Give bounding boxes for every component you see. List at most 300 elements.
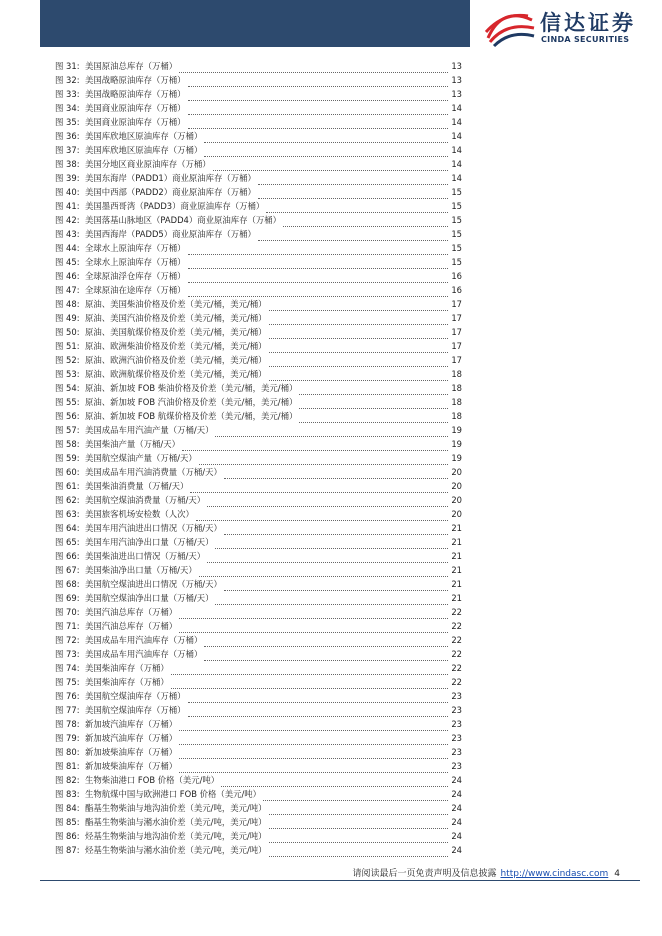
toc-figure-number: 图 32: bbox=[55, 75, 80, 85]
toc-entry[interactable] bbox=[55, 213, 462, 227]
toc-entry-label bbox=[55, 171, 256, 185]
toc-page-number: 18 bbox=[451, 369, 462, 379]
toc-dot-leader bbox=[283, 216, 448, 227]
toc-figure-number: 图 76: bbox=[55, 691, 80, 701]
toc-figure-number: 图 68: bbox=[55, 579, 80, 589]
toc-dot-leader bbox=[299, 412, 448, 423]
toc-entry-label bbox=[55, 787, 261, 801]
toc-entry-label bbox=[55, 423, 213, 437]
toc-page-number: 22 bbox=[451, 607, 462, 617]
toc-entry[interactable] bbox=[55, 367, 462, 381]
toc-dot-leader bbox=[207, 496, 448, 507]
toc-dot-leader bbox=[215, 426, 448, 437]
toc-page-number: 22 bbox=[451, 635, 462, 645]
toc-entry[interactable] bbox=[55, 101, 462, 115]
toc-page-number: 20 bbox=[451, 481, 462, 491]
toc-figure-number: 图 67: bbox=[55, 565, 80, 575]
toc-entry-label bbox=[55, 759, 177, 773]
toc-dot-leader bbox=[213, 160, 448, 171]
toc-dot-leader bbox=[188, 244, 449, 255]
toc-figure-number: 图 69: bbox=[55, 593, 80, 603]
toc-entry-label bbox=[55, 619, 177, 633]
toc-entry[interactable] bbox=[55, 703, 462, 717]
toc-figure-title: 美国柴油库存（万桶） bbox=[85, 663, 169, 673]
toc-dot-leader bbox=[204, 146, 448, 157]
cinda-logo-mark-icon bbox=[484, 8, 536, 48]
toc-page-number: 17 bbox=[451, 355, 462, 365]
toc-figure-number: 图 45: bbox=[55, 257, 80, 267]
toc-page-number: 17 bbox=[451, 327, 462, 337]
toc-figure-title: 全球原油浮仓库存（万桶） bbox=[85, 271, 186, 281]
toc-dot-leader bbox=[215, 538, 448, 549]
toc-figure-number: 图 49: bbox=[55, 313, 80, 323]
toc-figure-number: 图 33: bbox=[55, 89, 80, 99]
toc-figure-title: 烃基生物柴油与地沟油价差（美元/吨，美元/吨） bbox=[85, 831, 267, 841]
toc-figure-title: 美国西海岸（PADD5）商业原油库存（万桶） bbox=[85, 229, 256, 239]
footer-divider bbox=[40, 880, 640, 881]
toc-entry-label bbox=[55, 339, 267, 353]
toc-dot-leader bbox=[269, 370, 448, 381]
toc-figure-title: 美国柴油消费量（万桶/天） bbox=[85, 481, 189, 491]
toc-page-number: 14 bbox=[451, 103, 462, 113]
toc-entry-label bbox=[55, 521, 222, 535]
toc-entry[interactable] bbox=[55, 423, 462, 437]
toc-dot-leader bbox=[179, 622, 448, 633]
toc-entry-label bbox=[55, 605, 177, 619]
toc-figure-number: 图 31: bbox=[55, 61, 80, 71]
toc-entry[interactable] bbox=[55, 395, 462, 409]
toc-page-number: 24 bbox=[451, 845, 462, 855]
toc-figure-title: 美国柴油库存（万桶） bbox=[85, 677, 169, 687]
toc-page-number: 20 bbox=[451, 495, 462, 505]
toc-entry-label bbox=[55, 815, 267, 829]
toc-figure-number: 图 74: bbox=[55, 663, 80, 673]
toc-page-number: 14 bbox=[451, 145, 462, 155]
toc-figure-title: 美国汽油总库存（万桶） bbox=[85, 621, 178, 631]
toc-entry[interactable] bbox=[55, 535, 462, 549]
toc-figure-title: 酯基生物柴油与地沟油价差（美元/吨，美元/吨） bbox=[85, 803, 267, 813]
figure-table-of-contents bbox=[55, 59, 462, 857]
toc-entry[interactable] bbox=[55, 521, 462, 535]
toc-figure-title: 美国战略原油库存（万桶） bbox=[85, 89, 186, 99]
toc-entry[interactable] bbox=[55, 591, 462, 605]
toc-dot-leader bbox=[188, 118, 449, 129]
toc-dot-leader bbox=[179, 62, 448, 73]
toc-page-number: 20 bbox=[451, 509, 462, 519]
toc-dot-leader bbox=[269, 314, 448, 325]
toc-figure-number: 图 39: bbox=[55, 173, 80, 183]
toc-figure-number: 图 59: bbox=[55, 453, 80, 463]
toc-dot-leader bbox=[188, 286, 449, 297]
toc-figure-title: 全球水上原油库存（万桶） bbox=[85, 257, 186, 267]
toc-entry-label bbox=[55, 59, 177, 73]
footer bbox=[352, 866, 620, 879]
toc-page-number: 19 bbox=[451, 453, 462, 463]
toc-entry[interactable] bbox=[55, 563, 462, 577]
toc-entry[interactable] bbox=[55, 255, 462, 269]
toc-figure-title: 新加坡汽油库存（万桶） bbox=[85, 719, 178, 729]
toc-dot-leader bbox=[179, 734, 448, 745]
toc-entry[interactable] bbox=[55, 689, 462, 703]
toc-entry[interactable] bbox=[55, 171, 462, 185]
toc-dot-leader bbox=[258, 174, 448, 185]
toc-page-number: 16 bbox=[451, 285, 462, 295]
toc-figure-number: 图 36: bbox=[55, 131, 80, 141]
toc-entry[interactable] bbox=[55, 549, 462, 563]
toc-entry[interactable] bbox=[55, 241, 462, 255]
toc-figure-number: 图 73: bbox=[55, 649, 80, 659]
toc-figure-title: 美国旅客机场安检数（人次） bbox=[85, 509, 194, 519]
toc-dot-leader bbox=[204, 650, 448, 661]
toc-page-number: 22 bbox=[451, 649, 462, 659]
toc-figure-number: 图 54: bbox=[55, 383, 80, 393]
toc-figure-number: 图 61: bbox=[55, 481, 80, 491]
toc-figure-title: 美国成品车用汽油产量（万桶/天） bbox=[85, 425, 214, 435]
toc-page-number: 23 bbox=[451, 705, 462, 715]
toc-entry[interactable] bbox=[55, 87, 462, 101]
toc-entry-label bbox=[55, 157, 211, 171]
toc-dot-leader bbox=[188, 76, 449, 87]
toc-entry[interactable] bbox=[55, 731, 462, 745]
toc-figure-number: 图 42: bbox=[55, 215, 80, 225]
toc-dot-leader bbox=[182, 440, 448, 451]
toc-entry[interactable] bbox=[55, 801, 462, 815]
toc-entry-label bbox=[55, 661, 169, 675]
toc-page-number: 21 bbox=[451, 593, 462, 603]
toc-dot-leader bbox=[171, 678, 448, 689]
toc-entry-label bbox=[55, 591, 213, 605]
toc-dot-leader bbox=[269, 804, 448, 815]
toc-entry-label bbox=[55, 409, 297, 423]
toc-entry[interactable] bbox=[55, 297, 462, 311]
toc-dot-leader bbox=[269, 300, 448, 311]
toc-page-number: 22 bbox=[451, 621, 462, 631]
toc-entry[interactable] bbox=[55, 353, 462, 367]
toc-figure-title: 美国商业原油库存（万桶） bbox=[85, 103, 186, 113]
toc-entry-label bbox=[55, 451, 197, 465]
toc-dot-leader bbox=[171, 664, 448, 675]
toc-page-number: 17 bbox=[451, 299, 462, 309]
toc-entry-label bbox=[55, 185, 256, 199]
toc-entry[interactable] bbox=[55, 381, 462, 395]
toc-entry-label bbox=[55, 465, 222, 479]
toc-figure-title: 新加坡柴油库存（万桶） bbox=[85, 747, 178, 757]
toc-entry[interactable] bbox=[55, 647, 462, 661]
header-bar bbox=[40, 0, 470, 47]
toc-entry[interactable] bbox=[55, 843, 462, 857]
toc-dot-leader bbox=[188, 104, 449, 115]
toc-entry-label bbox=[55, 745, 177, 759]
toc-dot-leader bbox=[269, 832, 448, 843]
toc-entry[interactable] bbox=[55, 143, 462, 157]
toc-entry-label bbox=[55, 675, 169, 689]
toc-dot-leader bbox=[188, 90, 449, 101]
footer-disclaimer-notice: 请阅读最后一页免责声明及信息披露 bbox=[352, 869, 497, 879]
toc-figure-number: 图 62: bbox=[55, 495, 80, 505]
toc-entry-label bbox=[55, 353, 267, 367]
toc-page-number: 19 bbox=[451, 439, 462, 449]
toc-dot-leader bbox=[179, 608, 448, 619]
toc-page-number: 21 bbox=[451, 551, 462, 561]
toc-figure-title: 美国原油总库存（万桶） bbox=[85, 61, 178, 71]
toc-entry-label bbox=[55, 703, 186, 717]
toc-figure-number: 图 51: bbox=[55, 341, 80, 351]
toc-figure-title: 美国库欣地区原油库存（万桶） bbox=[85, 131, 203, 141]
toc-figure-number: 图 82: bbox=[55, 775, 80, 785]
toc-entry[interactable] bbox=[55, 325, 462, 339]
toc-entry-label bbox=[55, 381, 297, 395]
toc-figure-number: 图 86: bbox=[55, 831, 80, 841]
toc-entry-label bbox=[55, 101, 186, 115]
toc-entry[interactable] bbox=[55, 619, 462, 633]
toc-figure-number: 图 50: bbox=[55, 327, 80, 337]
toc-page-number: 15 bbox=[451, 229, 462, 239]
toc-figure-title: 原油、欧洲汽油价格及价差（美元/桶，美元/桶） bbox=[85, 355, 267, 365]
toc-figure-title: 原油、欧洲柴油价格及价差（美元/桶，美元/桶） bbox=[85, 341, 267, 351]
toc-entry-label bbox=[55, 87, 186, 101]
toc-entry[interactable] bbox=[55, 199, 462, 213]
toc-figure-number: 图 71: bbox=[55, 621, 80, 631]
toc-figure-title: 美国落基山脉地区（PADD4）商业原油库存（万桶） bbox=[85, 215, 281, 225]
toc-entry-label bbox=[55, 73, 186, 87]
toc-dot-leader bbox=[269, 846, 448, 857]
toc-dot-leader bbox=[207, 552, 448, 563]
toc-page-number: 15 bbox=[451, 257, 462, 267]
toc-entry[interactable] bbox=[55, 311, 462, 325]
toc-figure-title: 原油、新加坡 FOB 汽油价格及价差（美元/桶，美元/桶） bbox=[85, 397, 298, 407]
toc-entry[interactable] bbox=[55, 577, 462, 591]
toc-page-number: 15 bbox=[451, 215, 462, 225]
toc-page-number: 23 bbox=[451, 691, 462, 701]
toc-entry-label bbox=[55, 493, 205, 507]
toc-figure-title: 美国商业原油库存（万桶） bbox=[85, 117, 186, 127]
toc-entry[interactable] bbox=[55, 437, 462, 451]
toc-entry-label bbox=[55, 311, 267, 325]
toc-figure-title: 美国车用汽油进出口情况（万桶/天） bbox=[85, 523, 222, 533]
toc-entry-label bbox=[55, 269, 186, 283]
toc-figure-title: 原油、美国航煤价格及价差（美元/桶，美元/桶） bbox=[85, 327, 267, 337]
toc-entry-label bbox=[55, 829, 267, 843]
toc-entry-label bbox=[55, 213, 281, 227]
toc-figure-number: 图 66: bbox=[55, 551, 80, 561]
toc-figure-number: 图 60: bbox=[55, 467, 80, 477]
toc-figure-number: 图 40: bbox=[55, 187, 80, 197]
toc-figure-title: 美国成品车用汽油库存（万桶） bbox=[85, 635, 203, 645]
toc-figure-title: 美国库欣地区原油库存（万桶） bbox=[85, 145, 203, 155]
toc-entry-label bbox=[55, 325, 267, 339]
toc-dot-leader bbox=[258, 188, 448, 199]
toc-figure-number: 图 44: bbox=[55, 243, 80, 253]
toc-dot-leader bbox=[224, 524, 448, 535]
toc-page-number: 24 bbox=[451, 789, 462, 799]
toc-figure-number: 图 48: bbox=[55, 299, 80, 309]
toc-entry[interactable] bbox=[55, 675, 462, 689]
toc-figure-number: 图 53: bbox=[55, 369, 80, 379]
toc-entry[interactable] bbox=[55, 633, 462, 647]
toc-figure-number: 图 58: bbox=[55, 439, 80, 449]
toc-dot-leader bbox=[199, 454, 448, 465]
toc-figure-title: 酯基生物柴油与潲水油价差（美元/吨，美元/吨） bbox=[85, 817, 267, 827]
toc-page-number: 22 bbox=[451, 677, 462, 687]
toc-figure-number: 图 78: bbox=[55, 719, 80, 729]
toc-dot-leader bbox=[196, 510, 448, 521]
toc-page-number: 21 bbox=[451, 537, 462, 547]
toc-dot-leader bbox=[269, 356, 448, 367]
toc-figure-title: 生物航煤中国与欧洲港口 FOB 价格（美元/吨） bbox=[85, 789, 262, 799]
toc-figure-number: 图 52: bbox=[55, 355, 80, 365]
toc-figure-number: 图 43: bbox=[55, 229, 80, 239]
toc-page-number: 22 bbox=[451, 663, 462, 673]
toc-figure-title: 美国柴油产量（万桶/天） bbox=[85, 439, 180, 449]
toc-entry[interactable] bbox=[55, 157, 462, 171]
toc-page-number: 17 bbox=[451, 341, 462, 351]
toc-figure-number: 图 75: bbox=[55, 677, 80, 687]
toc-figure-number: 图 81: bbox=[55, 761, 80, 771]
toc-entry-label bbox=[55, 129, 202, 143]
toc-entry[interactable] bbox=[55, 745, 462, 759]
toc-entry[interactable] bbox=[55, 787, 462, 801]
toc-dot-leader bbox=[215, 594, 448, 605]
toc-page-number: 18 bbox=[451, 397, 462, 407]
toc-entry[interactable] bbox=[55, 451, 462, 465]
toc-page-number: 18 bbox=[451, 383, 462, 393]
toc-entry[interactable] bbox=[55, 759, 462, 773]
toc-figure-number: 图 85: bbox=[55, 817, 80, 827]
toc-figure-title: 原油、新加坡 FOB 航煤价格及价差（美元/桶，美元/桶） bbox=[85, 411, 298, 421]
toc-dot-leader bbox=[190, 482, 448, 493]
toc-figure-title: 美国航空煤油净出口量（万桶/天） bbox=[85, 593, 214, 603]
toc-figure-number: 图 70: bbox=[55, 607, 80, 617]
toc-entry[interactable] bbox=[55, 129, 462, 143]
toc-figure-number: 图 64: bbox=[55, 523, 80, 533]
toc-figure-title: 原油、新加坡 FOB 柴油价格及价差（美元/桶，美元/桶） bbox=[85, 383, 298, 393]
toc-page-number: 13 bbox=[451, 75, 462, 85]
toc-dot-leader bbox=[204, 636, 448, 647]
toc-entry[interactable] bbox=[55, 227, 462, 241]
toc-entry[interactable] bbox=[55, 269, 462, 283]
toc-entry[interactable] bbox=[55, 815, 462, 829]
toc-page-number: 19 bbox=[451, 425, 462, 435]
toc-figure-title: 美国航空煤油进出口情况（万桶/天） bbox=[85, 579, 222, 589]
toc-entry-label bbox=[55, 535, 213, 549]
toc-dot-leader bbox=[224, 580, 448, 591]
toc-entry[interactable] bbox=[55, 185, 462, 199]
toc-entry[interactable] bbox=[55, 283, 462, 297]
toc-page-number: 21 bbox=[451, 579, 462, 589]
toc-figure-title: 原油、欧洲航煤价格及价差（美元/桶，美元/桶） bbox=[85, 369, 267, 379]
toc-page-number: 20 bbox=[451, 467, 462, 477]
toc-figure-number: 图 41: bbox=[55, 201, 80, 211]
toc-entry[interactable] bbox=[55, 717, 462, 731]
toc-page-number: 23 bbox=[451, 719, 462, 729]
toc-page-number: 14 bbox=[451, 159, 462, 169]
toc-page-number: 16 bbox=[451, 271, 462, 281]
toc-page-number: 23 bbox=[451, 733, 462, 743]
toc-figure-title: 美国航空煤油产量（万桶/天） bbox=[85, 453, 197, 463]
toc-entry-label bbox=[55, 633, 202, 647]
footer-page-number: 4 bbox=[614, 869, 620, 879]
toc-figure-number: 图 56: bbox=[55, 411, 80, 421]
toc-figure-title: 美国中西部（PADD2）商业原油库存（万桶） bbox=[85, 187, 256, 197]
toc-entry[interactable] bbox=[55, 479, 462, 493]
toc-entry[interactable] bbox=[55, 339, 462, 353]
toc-entry-label bbox=[55, 577, 222, 591]
toc-figure-title: 美国航空煤油库存（万桶） bbox=[85, 691, 186, 701]
toc-entry-label bbox=[55, 437, 180, 451]
toc-figure-number: 图 80: bbox=[55, 747, 80, 757]
toc-entry-label bbox=[55, 647, 202, 661]
toc-figure-title: 全球原油在途库存（万桶） bbox=[85, 285, 186, 295]
toc-entry[interactable] bbox=[55, 59, 462, 73]
toc-dot-leader bbox=[299, 384, 448, 395]
toc-entry-label bbox=[55, 507, 194, 521]
toc-dot-leader bbox=[199, 566, 448, 577]
toc-figure-number: 图 84: bbox=[55, 803, 80, 813]
toc-entry[interactable] bbox=[55, 465, 462, 479]
toc-figure-number: 图 65: bbox=[55, 537, 80, 547]
toc-figure-title: 原油、美国柴油价格及价差（美元/桶，美元/桶） bbox=[85, 299, 267, 309]
toc-entry[interactable] bbox=[55, 773, 462, 787]
footer-website-link[interactable]: http://www.cindasc.com bbox=[500, 869, 609, 879]
toc-entry-label bbox=[55, 479, 188, 493]
toc-figure-number: 图 46: bbox=[55, 271, 80, 281]
toc-page-number: 15 bbox=[451, 201, 462, 211]
toc-page-number: 14 bbox=[451, 131, 462, 141]
toc-entry[interactable] bbox=[55, 507, 462, 521]
toc-page-number: 18 bbox=[451, 411, 462, 421]
toc-figure-title: 美国柴油净出口量（万桶/天） bbox=[85, 565, 197, 575]
toc-figure-number: 图 87: bbox=[55, 845, 80, 855]
toc-figure-number: 图 38: bbox=[55, 159, 80, 169]
toc-page-number: 13 bbox=[451, 89, 462, 99]
toc-entry-label bbox=[55, 227, 256, 241]
toc-figure-number: 图 77: bbox=[55, 705, 80, 715]
toc-figure-title: 美国成品车用汽油消费量（万桶/天） bbox=[85, 467, 222, 477]
toc-entry-label bbox=[55, 773, 219, 787]
toc-dot-leader bbox=[221, 776, 448, 787]
toc-entry[interactable] bbox=[55, 661, 462, 675]
toc-entry[interactable] bbox=[55, 493, 462, 507]
toc-page-number: 21 bbox=[451, 565, 462, 575]
toc-entry-label bbox=[55, 563, 197, 577]
toc-entry-label bbox=[55, 367, 267, 381]
toc-entry-label bbox=[55, 689, 186, 703]
toc-entry-label bbox=[55, 843, 267, 857]
toc-figure-title: 生物柴油港口 FOB 价格（美元/吨） bbox=[85, 775, 220, 785]
toc-page-number: 23 bbox=[451, 747, 462, 757]
toc-page-number: 14 bbox=[451, 117, 462, 127]
toc-dot-leader bbox=[299, 398, 448, 409]
toc-figure-title: 美国分地区商业原油库存（万桶） bbox=[85, 159, 211, 169]
toc-entry-label bbox=[55, 717, 177, 731]
toc-page-number: 13 bbox=[451, 61, 462, 71]
toc-figure-number: 图 55: bbox=[55, 397, 80, 407]
toc-page-number: 17 bbox=[451, 313, 462, 323]
toc-dot-leader bbox=[204, 132, 448, 143]
toc-entry[interactable] bbox=[55, 115, 462, 129]
toc-entry[interactable] bbox=[55, 829, 462, 843]
toc-entry-label bbox=[55, 801, 267, 815]
toc-entry[interactable] bbox=[55, 73, 462, 87]
toc-figure-number: 图 83: bbox=[55, 789, 80, 799]
toc-dot-leader bbox=[269, 328, 448, 339]
toc-dot-leader bbox=[224, 468, 448, 479]
toc-entry[interactable] bbox=[55, 409, 462, 423]
cinda-logo bbox=[484, 6, 644, 50]
toc-figure-title: 美国东海岸（PADD1）商业原油库存（万桶） bbox=[85, 173, 256, 183]
toc-figure-number: 图 34: bbox=[55, 103, 80, 113]
toc-entry[interactable] bbox=[55, 605, 462, 619]
